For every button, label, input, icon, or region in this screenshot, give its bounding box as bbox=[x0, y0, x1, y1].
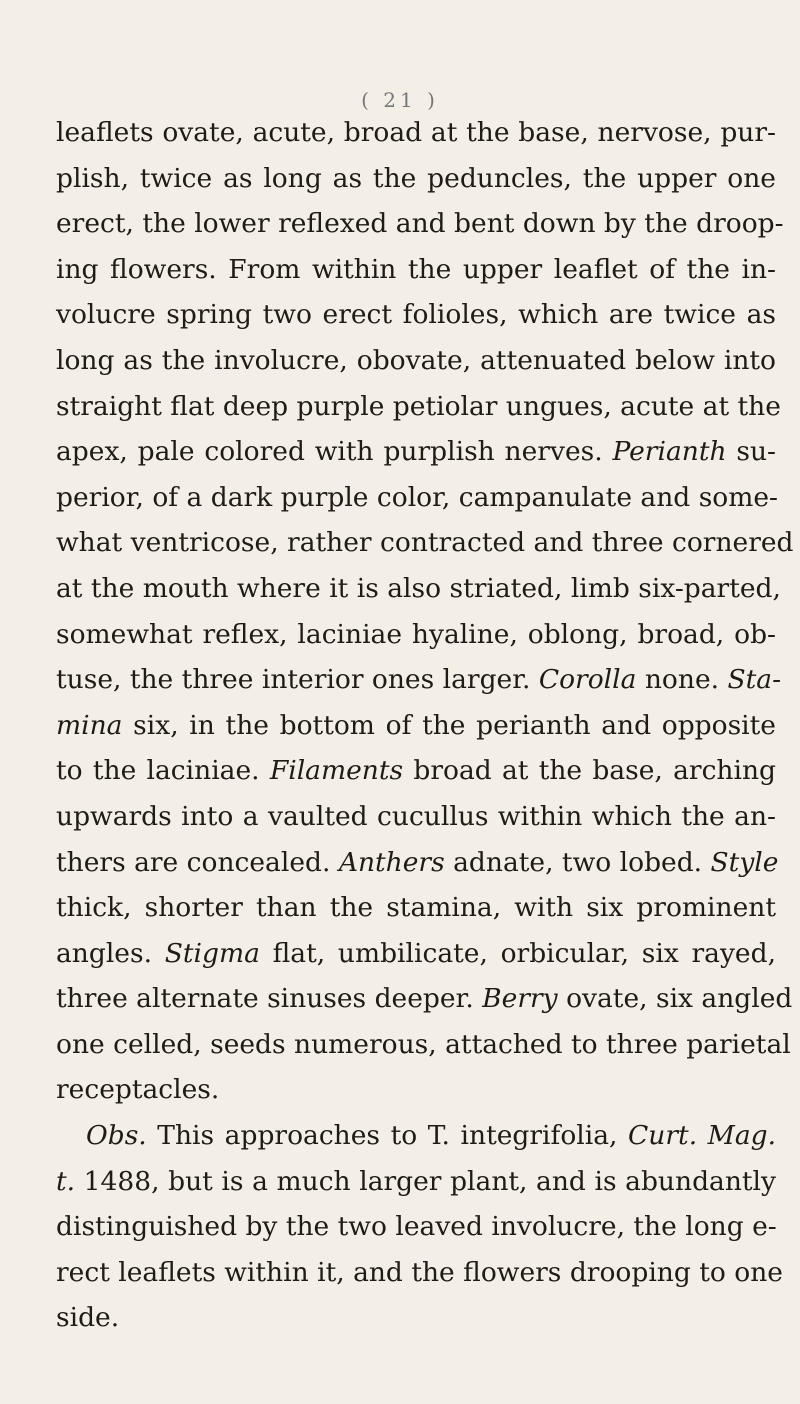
text-line bbox=[56, 338, 776, 384]
text-run: side. bbox=[56, 1302, 120, 1334]
italic-term: Sta- bbox=[727, 664, 782, 696]
text-run: three alternate sinuses deeper. bbox=[56, 983, 483, 1015]
text-run: straight flat deep purple petiolar ungues, acute at the bbox=[56, 390, 781, 422]
text-line bbox=[56, 475, 779, 521]
text-line bbox=[56, 247, 776, 293]
text-run: angles. bbox=[56, 937, 165, 969]
text-run: none. bbox=[636, 664, 728, 696]
text-run: what ventricose, rather contracted and three cornered bbox=[56, 527, 794, 559]
text-run: This approaches to T. integrifolia, bbox=[146, 1120, 629, 1152]
text-line bbox=[56, 703, 776, 749]
text-run: thick, shorter than the stamina, with six prominent bbox=[56, 892, 776, 924]
italic-term: t. bbox=[56, 1165, 76, 1197]
text-run: upwards into a vaulted cucullus within which the an- bbox=[56, 800, 776, 832]
text-run: ovate, six angled bbox=[557, 983, 793, 1015]
body-text bbox=[56, 110, 794, 1341]
text-run: plish, twice as long as the peduncles, the upper one bbox=[56, 162, 776, 194]
text-line bbox=[56, 1204, 776, 1250]
text-run: thers are concealed. bbox=[56, 846, 339, 878]
text-line bbox=[56, 1295, 776, 1341]
text-run: distinguished by the two leaved involucre, the long e- bbox=[56, 1211, 777, 1243]
italic-term: Corolla bbox=[538, 664, 637, 696]
text-line bbox=[56, 1159, 776, 1205]
text-run: apex, pale colored with purplish nerves. bbox=[56, 436, 613, 468]
text-run: receptacles. bbox=[56, 1074, 220, 1106]
text-run: flat, umbilicate, orbicular, six rayed, bbox=[259, 937, 776, 969]
text-run: broad at the base, arching bbox=[403, 755, 776, 787]
text-line bbox=[56, 566, 781, 612]
text-line bbox=[56, 748, 776, 794]
text-run: to the laciniae. bbox=[56, 755, 270, 787]
text-run: one celled, seeds numerous, attached to three parietal bbox=[56, 1028, 791, 1060]
text-line bbox=[56, 885, 776, 931]
italic-term: Obs. bbox=[86, 1120, 147, 1152]
text-line bbox=[56, 976, 793, 1022]
italic-term: Curt. Mag. bbox=[628, 1120, 777, 1152]
text-line bbox=[56, 1113, 776, 1159]
text-run: rect leaflets within it, and the flowers drooping to one bbox=[56, 1256, 783, 1288]
text-run: leaflets ovate, acute, broad at the base, nervose, pur- bbox=[56, 117, 776, 148]
text-line bbox=[56, 201, 784, 247]
text-run: somewhat reflex, laciniae hyaline, oblong, broad, ob- bbox=[56, 618, 776, 650]
text-run: at the mouth where it is also striated, limb six-parted, bbox=[56, 572, 781, 604]
text-run: erect, the lower reflexed and bent down by the droop- bbox=[56, 208, 784, 240]
italic-term: Anthers bbox=[338, 846, 445, 878]
text-run: volucre spring two erect folioles, which are twice as bbox=[56, 299, 776, 331]
text-run: tuse, the three interior ones larger. bbox=[56, 664, 539, 696]
text-run: su- bbox=[726, 436, 776, 468]
text-run: 1488, but is a much larger plant, and is abundantly bbox=[75, 1165, 776, 1197]
text-line bbox=[56, 1067, 776, 1113]
text-run: adnate, two lobed. bbox=[444, 846, 711, 878]
text-line bbox=[56, 110, 776, 156]
italic-term: Filaments bbox=[269, 755, 404, 787]
text-line bbox=[56, 840, 779, 886]
text-run: perior, of a dark purple color, campanulate and some- bbox=[56, 481, 779, 513]
text-line bbox=[56, 612, 776, 658]
text-line bbox=[56, 1022, 791, 1068]
italic-term: Berry bbox=[482, 983, 558, 1015]
text-line bbox=[56, 429, 776, 475]
text-run: ing flowers. From within the upper leaflet of the in- bbox=[56, 253, 776, 285]
text-line bbox=[56, 520, 794, 566]
italic-term: Style bbox=[710, 846, 779, 878]
italic-term: Perianth bbox=[612, 436, 727, 468]
italic-term: Stigma bbox=[164, 937, 260, 969]
text-run: long as the involucre, obovate, attenuated below into bbox=[56, 344, 776, 376]
text-line bbox=[56, 384, 781, 430]
text-line bbox=[56, 657, 782, 703]
text-run: six, in the bottom of the perianth and opposite bbox=[122, 709, 776, 741]
text-line bbox=[56, 931, 776, 977]
text-line bbox=[56, 292, 776, 338]
text-line bbox=[56, 156, 776, 202]
page-number: ( 21 ) bbox=[361, 88, 439, 112]
text-line bbox=[56, 794, 776, 840]
italic-term: mina bbox=[56, 709, 123, 741]
text-line bbox=[56, 1250, 783, 1296]
